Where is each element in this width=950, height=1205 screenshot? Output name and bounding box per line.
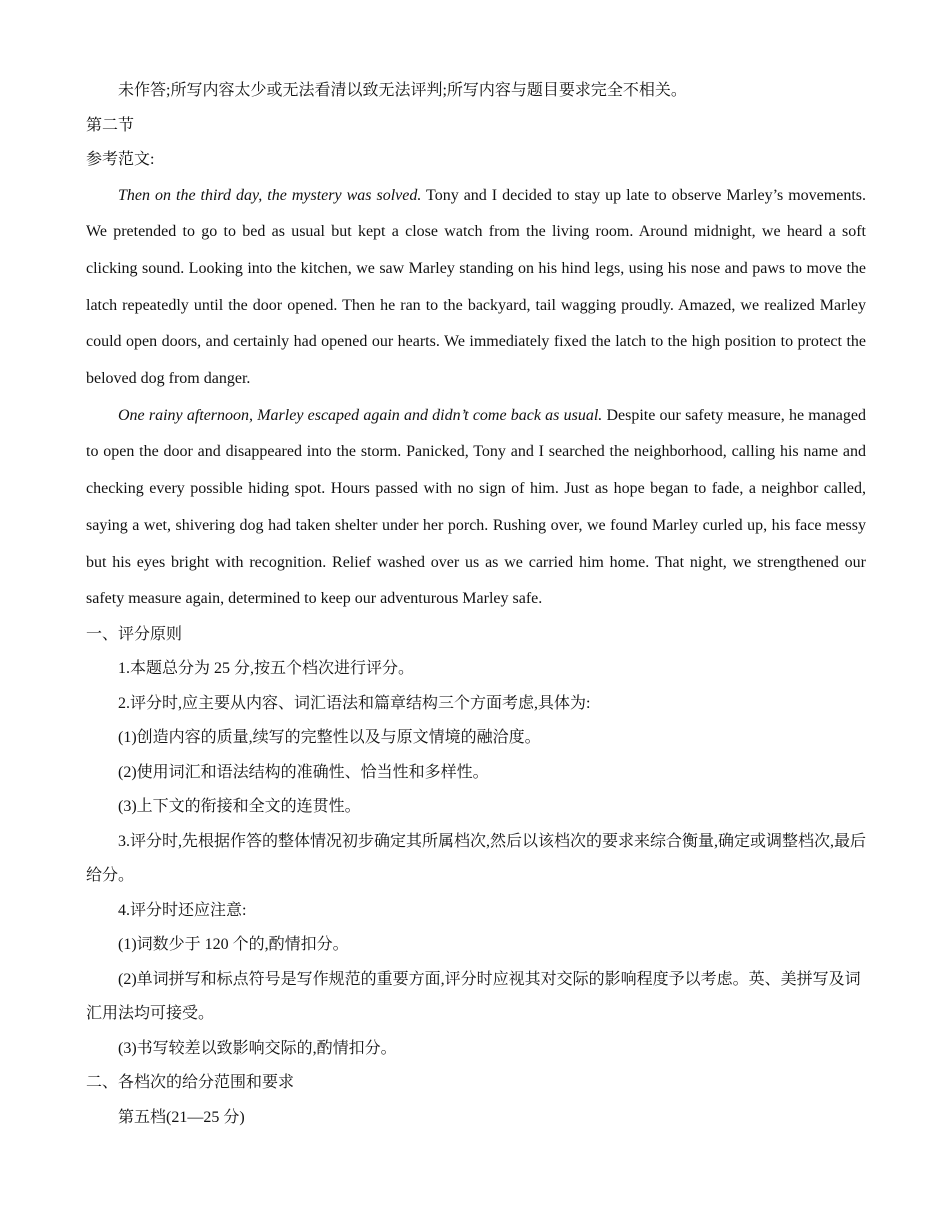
scoring-item-2-1: (1)创造内容的质量,续写的完整性以及与原文情境的融洽度。 (118, 729, 541, 747)
scoring-item-2-3: (3)上下文的衔接和全文的连贯性。 (118, 798, 361, 816)
scoring-item-2: 2.评分时,应主要从内容、词汇语法和篇章结构三个方面考虑,具体为: (118, 694, 591, 712)
scoring-item-3: 3.评分时,先根据作答的整体情况初步确定其所属档次,然后以该档次的要求来综合衡量,确定或调整档次,最后给分。 (86, 832, 867, 885)
sample-essay (86, 178, 866, 618)
essay-paragraph-1 (86, 178, 866, 398)
scoring-item-1: 1.本题总分为 25 分,按五个档次进行评分。 (118, 660, 415, 678)
paragraph-2-body: Despite our safety measure, he managed to open the door and disappeared into the storm. Panicked, Tony and I searched the neighborhood, calling his name and checking every possible hiding spot. Hours passed with no sign of him. Just as hope began to fade, a neighbor called, saying a wet, shivering dog had taken shelter under her porch. Rushing over, we found Marley curled up, his face messy but his eyes bright with recognition. Relief washed over us as we carried him home. That night, we strengthened our safety measure again, determined to keep our adventurous Marley safe. (86, 406, 867, 608)
paragraph-2-opening-sentence: One rainy afternoon, Marley escaped again and didn’t come back as usual. (118, 406, 603, 424)
scoring-item-4-3: (3)书写较差以致影响交际的,酌情扣分。 (118, 1039, 397, 1057)
scoring-heading-tiers: 二、各档次的给分范围和要求 (86, 1074, 295, 1092)
scoring-section (86, 618, 866, 1136)
top-line: 未作答;所写内容太少或无法看清以致无法评判;所写内容与题目要求完全不相关。 (118, 82, 687, 99)
scoring-heading-principles: 一、评分原则 (86, 625, 183, 643)
scoring-item-2-2: (2)使用词汇和语法结构的准确性、恰当性和多样性。 (118, 763, 489, 781)
section-heading: 第二节 (86, 116, 135, 134)
scoring-item-4-1: (1)词数少于 120 个的,酌情扣分。 (118, 936, 349, 954)
paragraph-1-opening-sentence: Then on the third day, the mystery was solved. (118, 186, 422, 204)
sample-essay-label: 参考范文: (86, 151, 155, 168)
paragraph-1-body: Tony and I decided to stay up late to observe Marley’s movements. We pretended to go to bed as usual but kept a close watch from the living room. Around midnight, we heard a soft clicking sound. Looking into the kitchen, we saw Marley standing on his hind legs, using his nose and paws to move the latch repeatedly until the door opened. Then he ran to the backyard, tail wagging proudly. Amazed, we realized Marley could open doors, and certainly had opened our hearts. We immediately fixed the latch to the high position to protect the beloved dog from danger. (86, 186, 866, 388)
scoring-item-4: 4.评分时还应注意: (118, 901, 247, 919)
essay-paragraph-2 (86, 398, 866, 618)
document-page (86, 74, 866, 1135)
tier-5-heading: 第五档(21—25 分) (118, 1108, 245, 1126)
scoring-item-4-2: (2)单词拼写和标点符号是写作规范的重要方面,评分时应视其对交际的影响程度予以考虑。英、美拼写及词汇用法均可接受。 (86, 970, 861, 1023)
